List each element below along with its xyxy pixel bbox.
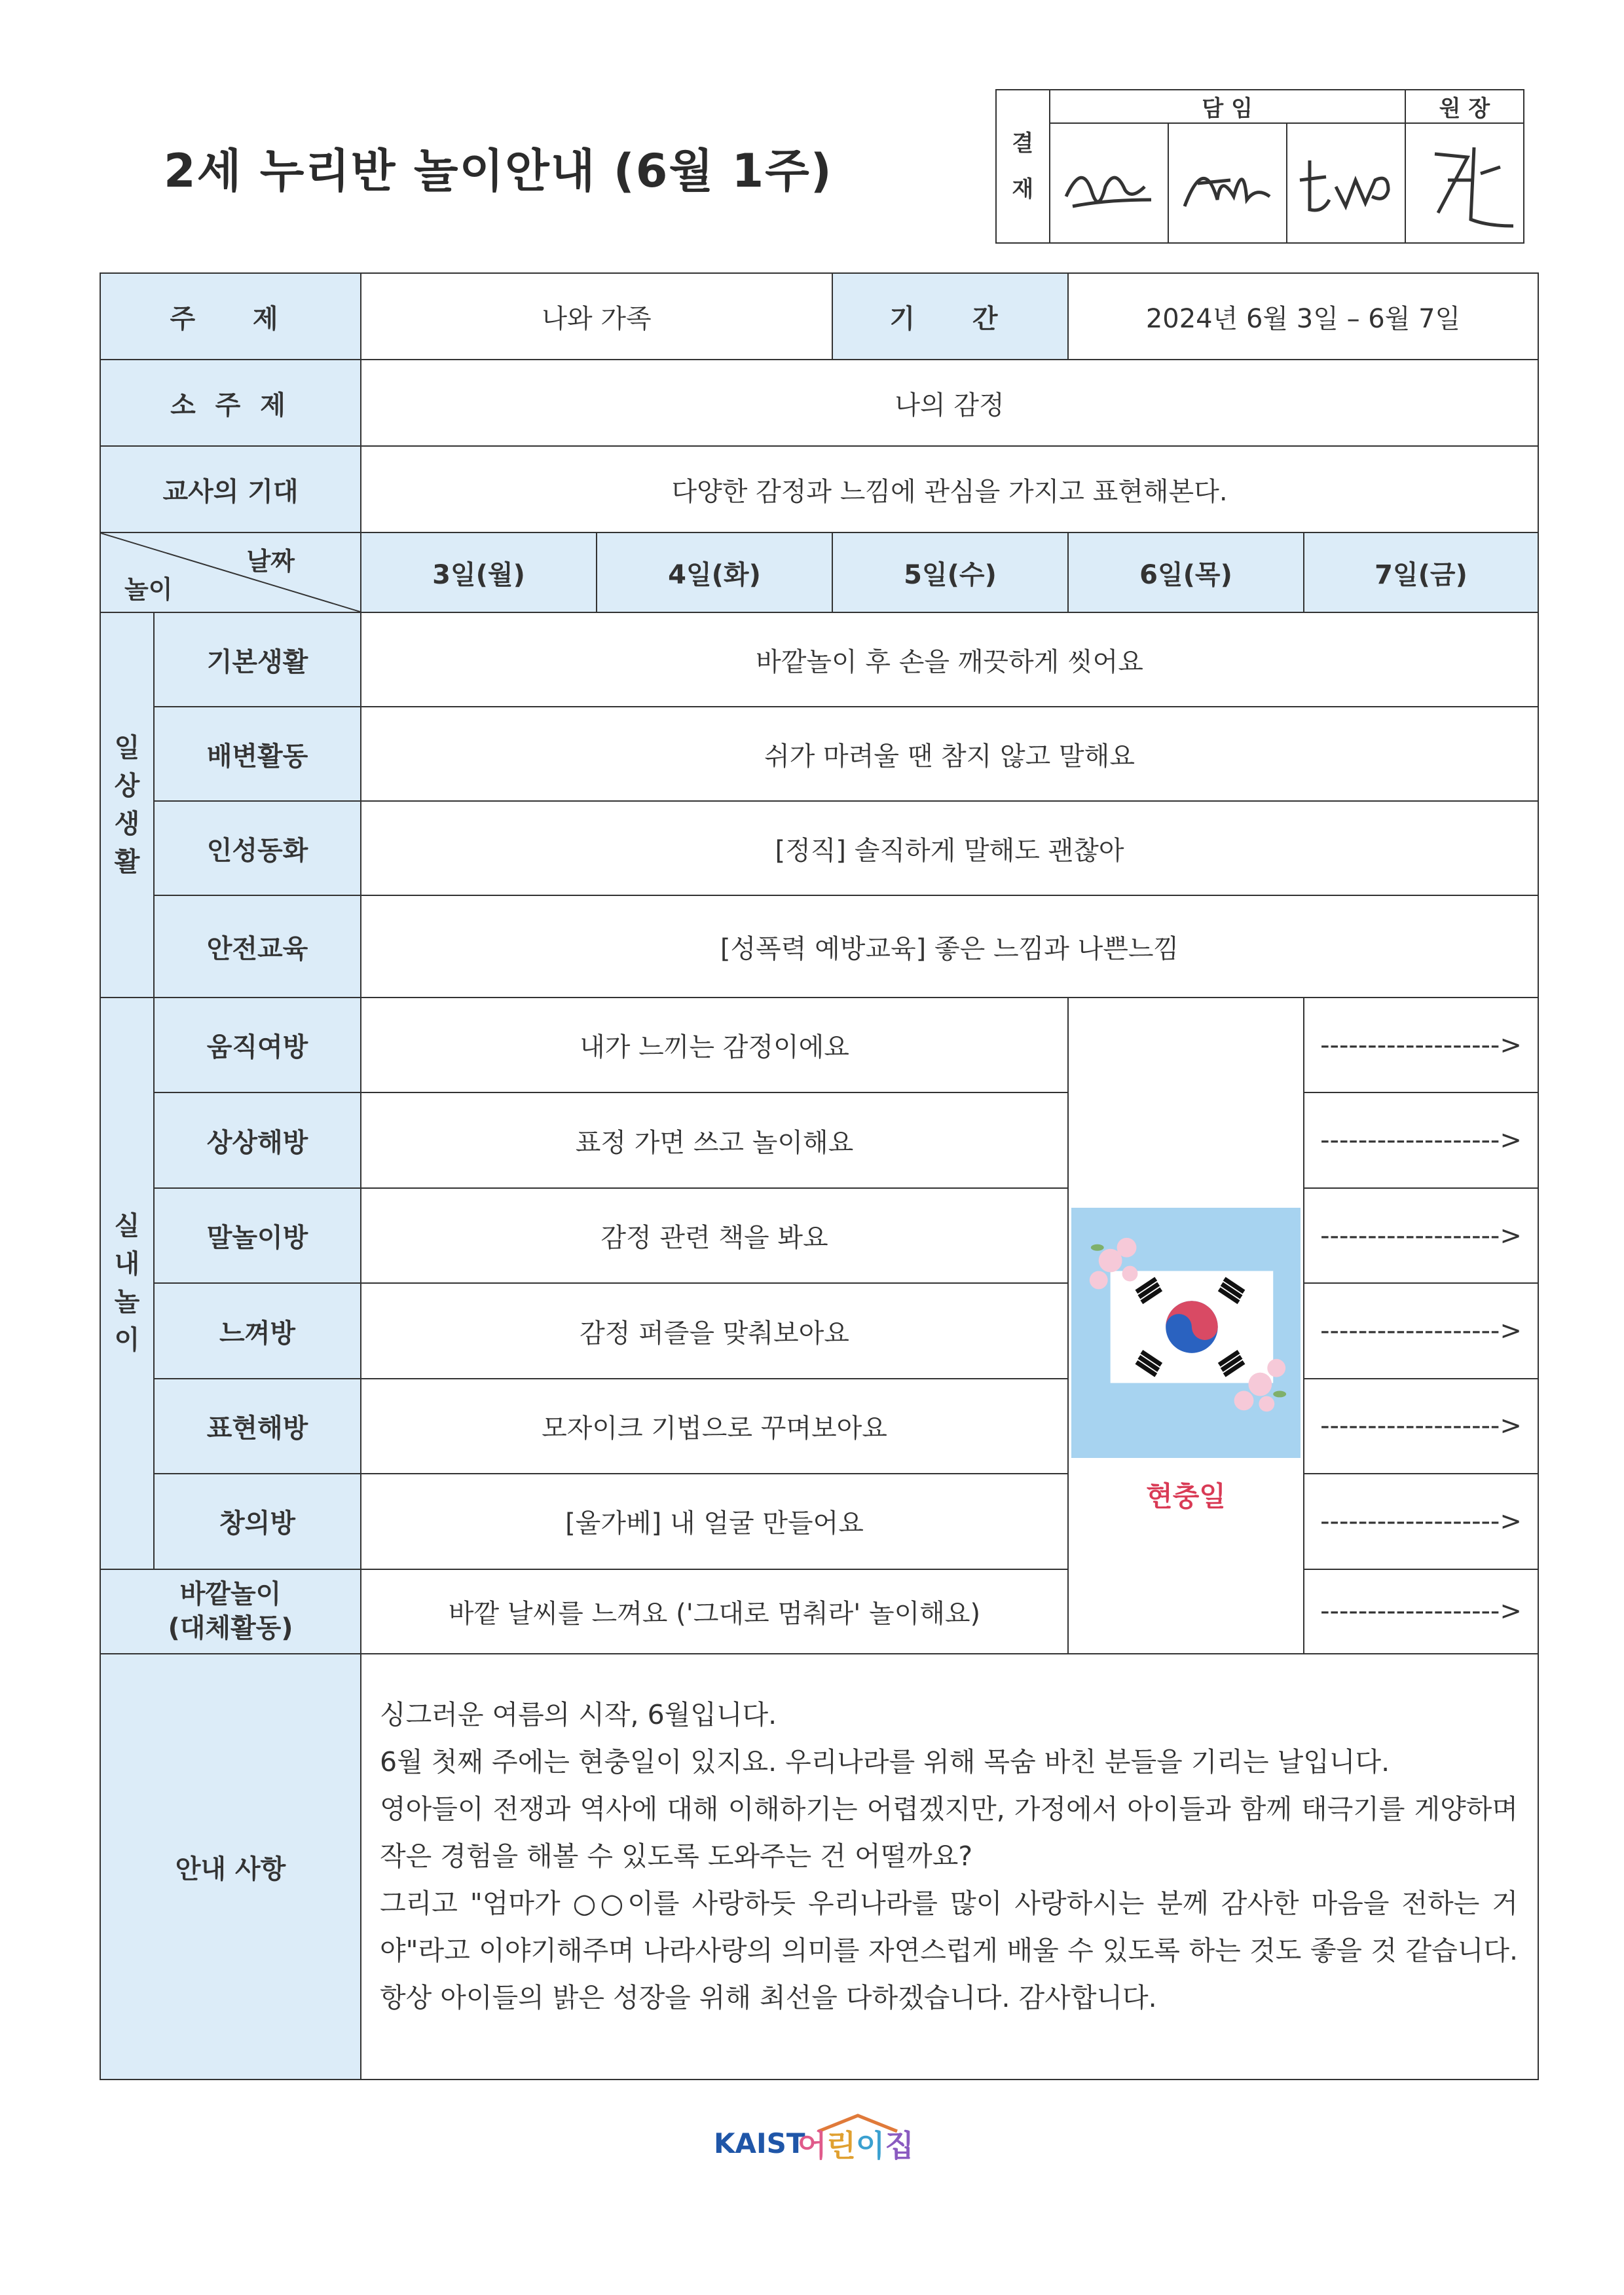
continue-arrow: -------------------> (1304, 1092, 1538, 1187)
notice-label: 안내 사항 (100, 1654, 361, 2080)
notice-body (361, 1654, 1538, 2080)
daily-row-value: [성폭력 예방교육] 좋은 느낌과 나쁜느낌 (361, 895, 1538, 998)
indoor-row-value: 표정 가면 쓰고 놀이해요 (361, 1092, 1068, 1187)
daily-row-label: 기본생활 (154, 612, 361, 707)
day-header-mon: 3일(월) (361, 532, 597, 612)
holiday-cell (1068, 998, 1304, 1654)
approval-director-header: 원 장 (1405, 90, 1524, 123)
weekly-plan-table (100, 272, 1539, 2080)
holiday-illustration (1071, 1208, 1301, 1458)
indoor-row-value: 내가 느끼는 감정이에요 (361, 998, 1068, 1092)
period-label: 기 간 (832, 273, 1068, 360)
daily-row-value: 쉬가 마려울 땐 참지 않고 말해요 (361, 707, 1538, 801)
subtheme-label: 소 주 제 (100, 360, 361, 446)
logo-brand: KAIST (714, 2127, 805, 2159)
indoor-row-label: 창의방 (154, 1474, 361, 1569)
indoor-row-label: 상상해방 (154, 1092, 361, 1187)
indoor-row-label: 표현해방 (154, 1379, 361, 1474)
daily-row-value: [정직] 솔직하게 말해도 괜찮아 (361, 801, 1538, 895)
logo-name: 어린이집 (798, 2128, 914, 2163)
signature-3 (1287, 123, 1405, 243)
page-title: 2세 누리반 놀이안내 (6월 1주) (164, 144, 833, 198)
daily-row-label: 안전교육 (154, 895, 361, 998)
continue-arrow: -------------------> (1304, 1283, 1538, 1378)
signature-2 (1168, 123, 1287, 243)
continue-arrow: -------------------> (1304, 1188, 1538, 1283)
signature-4 (1405, 123, 1524, 243)
outdoor-value: 바깥 날씨를 느껴요 ('그대로 멈춰라' 놀이해요) (361, 1569, 1068, 1654)
continue-arrow: -------------------> (1304, 1474, 1538, 1569)
continue-arrow: -------------------> (1304, 1569, 1538, 1654)
approval-teacher-header: 담 임 (1050, 90, 1405, 123)
indoor-row-value: 감정 관련 책을 봐요 (361, 1188, 1068, 1283)
notice-paragraph: 싱그러운 여름의 시작, 6월입니다. (380, 1699, 777, 1730)
indoor-row-label: 움직여방 (154, 998, 361, 1092)
day-header-fri: 7일(금) (1304, 532, 1538, 612)
daily-row-value: 바깥놀이 후 손을 깨끗하게 씻어요 (361, 612, 1538, 707)
outdoor-label: 바깥놀이 (대체활동) (100, 1569, 361, 1654)
theme-value: 나와 가족 (361, 273, 832, 360)
theme-label: 주 제 (100, 273, 361, 360)
indoor-row-value: [울가베] 내 얼굴 만들어요 (361, 1474, 1068, 1569)
holiday-name: 현충일 (1146, 1480, 1226, 1512)
day-header-wed: 5일(수) (832, 532, 1068, 612)
indoor-row-value: 감정 퍼즐을 맞춰보아요 (361, 1283, 1068, 1378)
indoor-row-label: 느껴방 (154, 1283, 361, 1378)
period-value: 2024년 6월 3일 – 6월 7일 (1068, 273, 1538, 360)
indoor-play-group-label: 실 내 놀 이 (100, 998, 154, 1569)
notice-paragraph: 영아들이 전쟁과 역사에 대해 이해하기는 어렵겠지만, 가정에서 아이들과 함께 태극기를 게양하며 작은 경험을 해볼 수 있도록 도와주는 건 어떨까요? (380, 1793, 1519, 1872)
notice-paragraph: 그리고 "엄마가 ○○이를 사랑하듯 우리나라를 많이 사랑하시는 분께 감사한 마음을 전하는 거야"라고 이야기해주며 나라사랑의 의미를 자연스럽게 배울 수 있도록 하는 것도 좋을 것 같습니다. 항상 아이들의 밝은 성장을 위해 최선을 다하겠습니다. 감사합니다. (380, 1888, 1519, 2013)
day-header-tue: 4일(화) (597, 532, 832, 612)
daily-row-label: 인성동화 (154, 801, 361, 895)
continue-arrow: -------------------> (1304, 998, 1538, 1092)
signature-1 (1050, 123, 1168, 243)
approval-box (995, 89, 1524, 244)
continue-arrow: -------------------> (1304, 1379, 1538, 1474)
notice-paragraph: 6월 첫째 주에는 현충일이 있지요. 우리나라를 위해 목숨 바친 분들을 기리는 날입니다. (380, 1746, 1390, 1778)
korean-flag-icon (1071, 1208, 1301, 1458)
date-play-corner: 날짜 놀이 (100, 532, 361, 612)
expectation-value: 다양한 감정과 느낌에 관심을 가지고 표현해본다. (361, 446, 1538, 532)
expectation-label: 교사의 기대 (100, 446, 361, 532)
approval-side-label: 결 재 (996, 90, 1050, 243)
indoor-row-label: 말놀이방 (154, 1188, 361, 1283)
subtheme-value: 나의 감정 (361, 360, 1538, 446)
indoor-row-value: 모자이크 기법으로 꾸며보아요 (361, 1379, 1068, 1474)
day-header-thu-holiday: 6일(목) (1068, 532, 1304, 612)
daily-row-label: 배변활동 (154, 707, 361, 801)
daily-life-group-label: 일 상 생 활 (100, 612, 154, 998)
kindergarten-logo (714, 2113, 923, 2165)
